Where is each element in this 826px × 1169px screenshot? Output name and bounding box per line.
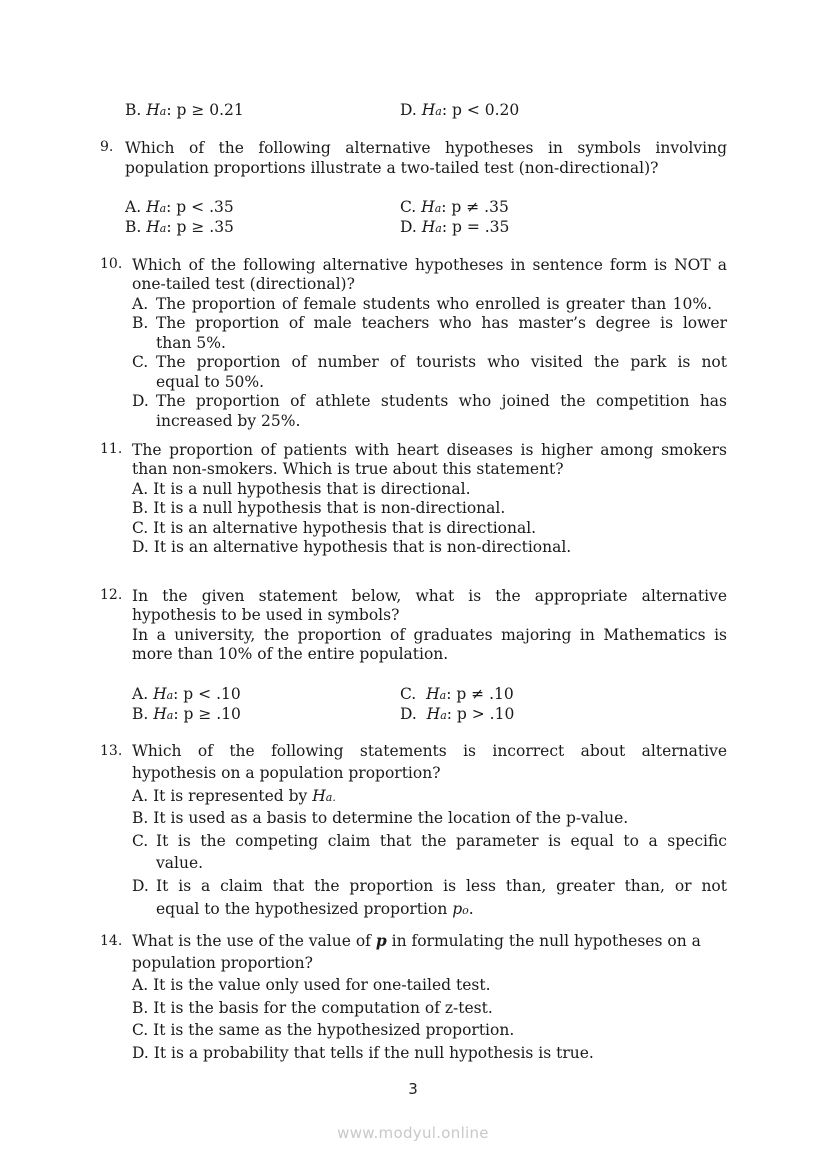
question-number-13: 13. <box>100 743 123 759</box>
option-text: : p ≠ .10 <box>446 685 514 703</box>
option-tail: . <box>468 900 474 918</box>
option-letter: D. <box>132 1044 149 1062</box>
option-letter: B. <box>132 705 149 723</box>
option-text: : p < .35 <box>166 198 234 216</box>
q9-option-b <box>125 217 234 239</box>
option-text: : p < .10 <box>173 685 241 703</box>
ha-symbol: H <box>312 787 326 805</box>
q12-option-c <box>400 684 514 706</box>
q10-option-a-letter: A. <box>132 295 149 313</box>
q10-stem-line1: Which of the following alternative hypotheses in sentence form is NOT a <box>132 256 727 274</box>
q8-option-d <box>400 100 519 122</box>
q13-stem-line1: Which of the following statements is incorrect about alternative <box>132 742 727 760</box>
q10-stem-line2: one-tailed test (directional)? <box>132 275 355 293</box>
option-letter: A. <box>132 787 149 805</box>
stem-text: in formulating the null hypotheses on a <box>386 932 701 950</box>
ha-subscript: a <box>435 222 442 235</box>
option-text: It is a null hypothesis that is non-directional. <box>153 499 506 517</box>
option-text: It is the value only used for one-tailed test. <box>153 976 491 994</box>
q12-stem-line1: In the given statement below, what is the appropriate alternative <box>132 587 727 605</box>
q12-option-b <box>132 704 241 726</box>
option-letter: C. <box>400 198 417 216</box>
q12-option-a <box>132 684 241 706</box>
question-number-10: 10. <box>100 256 123 272</box>
q14-stem-line1 <box>132 931 727 951</box>
q13-option-c-letter: C. <box>132 832 149 850</box>
q14-option-d <box>132 1043 594 1063</box>
ha-symbol: H <box>146 101 160 119</box>
ha-subscript: a <box>166 689 174 702</box>
ha-subscript: a <box>159 222 167 235</box>
option-letter: A. <box>132 976 149 994</box>
option-text: It is used as a basis to determine the location of the p-value. <box>153 809 629 827</box>
q11-stem-line1: The proportion of patients with heart diseases is higher among smokers <box>132 441 727 459</box>
option-letter: D. <box>400 218 417 236</box>
option-letter: A. <box>132 685 149 703</box>
q12-option-d <box>400 704 514 726</box>
option-text: : p > .10 <box>446 705 515 723</box>
q13-option-c-line1: It is the competing claim that the parameter is equal to a specific <box>156 832 727 850</box>
q11-option-c <box>132 518 536 538</box>
p-symbol-bold: p <box>375 931 387 950</box>
q10-option-b-line2: than 5%. <box>156 334 226 352</box>
q13-stem-line2: hypothesis on a population proportion? <box>132 764 441 782</box>
option-letter: A. <box>125 198 142 216</box>
option-text: It is the same as the hypothesized proportion. <box>153 1021 515 1039</box>
ha-symbol: H <box>421 101 436 119</box>
q9-option-d <box>400 217 509 239</box>
q8-option-b <box>125 100 244 122</box>
q14-option-b <box>132 998 493 1018</box>
option-letter: A. <box>132 480 149 498</box>
q9-option-a <box>125 197 234 219</box>
option-text: It is represented by <box>153 787 313 805</box>
question-number-14: 14. <box>100 933 123 949</box>
p-symbol: p <box>452 900 463 918</box>
option-text: : p ≥ .35 <box>166 218 234 236</box>
option-text: : p ≥ .10 <box>173 705 241 723</box>
ha-subscript: a. <box>325 791 336 804</box>
q14-option-a <box>132 975 491 995</box>
option-text: : p = .35 <box>441 218 510 236</box>
option-text: It is an alternative hypothesis that is non-directional. <box>153 538 572 556</box>
ha-symbol: H <box>426 685 440 703</box>
q13-option-d-letter: D. <box>132 877 149 895</box>
page-number: 3 <box>408 1080 418 1098</box>
q13-option-d-line1: It is a claim that the proportion is less than, greater than, or not <box>156 877 727 895</box>
option-text: equal to the hypothesized proportion <box>156 900 453 918</box>
option-letter: B. <box>132 999 149 1017</box>
q11-option-b <box>132 498 505 518</box>
option-letter: B. <box>125 218 142 236</box>
q11-option-d <box>132 537 571 557</box>
option-text: It is a null hypothesis that is directional. <box>153 480 471 498</box>
ha-subscript: a <box>435 105 442 118</box>
q12-stem-line3: In a university, the proportion of graduates majoring in Mathematics is <box>132 626 727 644</box>
q10-option-d-line2: increased by 25%. <box>156 412 301 430</box>
q13-option-c-line2: value. <box>156 854 204 872</box>
option-text: It is the basis for the computation of z-test. <box>153 999 493 1017</box>
q13-option-b <box>132 808 628 828</box>
option-letter: B. <box>125 101 142 119</box>
ha-symbol: H <box>421 198 435 216</box>
option-text: : p ≥ 0.21 <box>166 101 244 119</box>
q14-option-c <box>132 1020 514 1040</box>
ha-symbol: H <box>146 198 160 216</box>
option-text: It is a probability that tells if the null hypothesis is true. <box>153 1044 594 1062</box>
stem-text: What is the use of the value of <box>132 932 376 950</box>
q13-option-a <box>132 786 336 808</box>
q10-option-c-line1: The proportion of number of tourists who visited the park is not <box>156 353 727 371</box>
question-number-11: 11. <box>100 441 123 457</box>
question-number-12: 12. <box>100 587 123 603</box>
option-text: : p < 0.20 <box>441 101 520 119</box>
ha-symbol: H <box>146 218 160 236</box>
q10-option-c-line2: equal to 50%. <box>156 373 265 391</box>
q14-stem-line2: population proportion? <box>132 954 313 972</box>
option-letter: D. <box>132 538 149 556</box>
ha-symbol: H <box>153 705 167 723</box>
option-letter: C. <box>132 519 149 537</box>
q10-option-c-letter: C. <box>132 353 149 371</box>
ha-subscript: a <box>166 709 174 722</box>
p-subscript: o <box>462 904 469 917</box>
ha-symbol: H <box>421 218 436 236</box>
q12-stem-line2: hypothesis to be used in symbols? <box>132 606 400 624</box>
q10-option-d-letter: D. <box>132 392 149 410</box>
option-text: It is an alternative hypothesis that is directional. <box>153 519 537 537</box>
q10-option-d-line1: The proportion of athlete students who joined the competition has <box>156 392 727 410</box>
ha-subscript: a <box>159 105 167 118</box>
q13-option-d-line2 <box>156 899 474 921</box>
q11-option-a <box>132 479 471 499</box>
watermark: www.modyul.online <box>337 1124 489 1142</box>
option-letter: D. <box>400 705 417 723</box>
q10-option-a-text: The proportion of female students who enrolled is greater than 10%. <box>156 295 712 313</box>
option-text: : p ≠ .35 <box>441 198 509 216</box>
q12-stem-line4: more than 10% of the entire population. <box>132 645 449 663</box>
ha-symbol: H <box>153 685 167 703</box>
ha-subscript: a <box>439 689 447 702</box>
ha-subscript: a <box>440 709 447 722</box>
q10-option-b-letter: B. <box>132 314 149 332</box>
option-letter: C. <box>132 1021 149 1039</box>
ha-subscript: a <box>159 202 167 215</box>
ha-subscript: a <box>434 202 442 215</box>
option-letter: B. <box>132 809 149 827</box>
q9-option-c <box>400 197 509 219</box>
option-letter: B. <box>132 499 149 517</box>
q11-stem-line2: than non-smokers. Which is true about this statement? <box>132 460 564 478</box>
option-letter: D. <box>400 101 417 119</box>
question-number-9: 9. <box>100 139 114 155</box>
q9-stem-line2: population proportions illustrate a two-tailed test (non-directional)? <box>125 159 659 177</box>
q9-stem-line1: Which of the following alternative hypotheses in symbols involving <box>125 139 727 157</box>
q10-option-b-line1: The proportion of male teachers who has master’s degree is lower <box>156 314 727 332</box>
ha-symbol: H <box>426 705 441 723</box>
option-letter: C. <box>400 685 417 703</box>
